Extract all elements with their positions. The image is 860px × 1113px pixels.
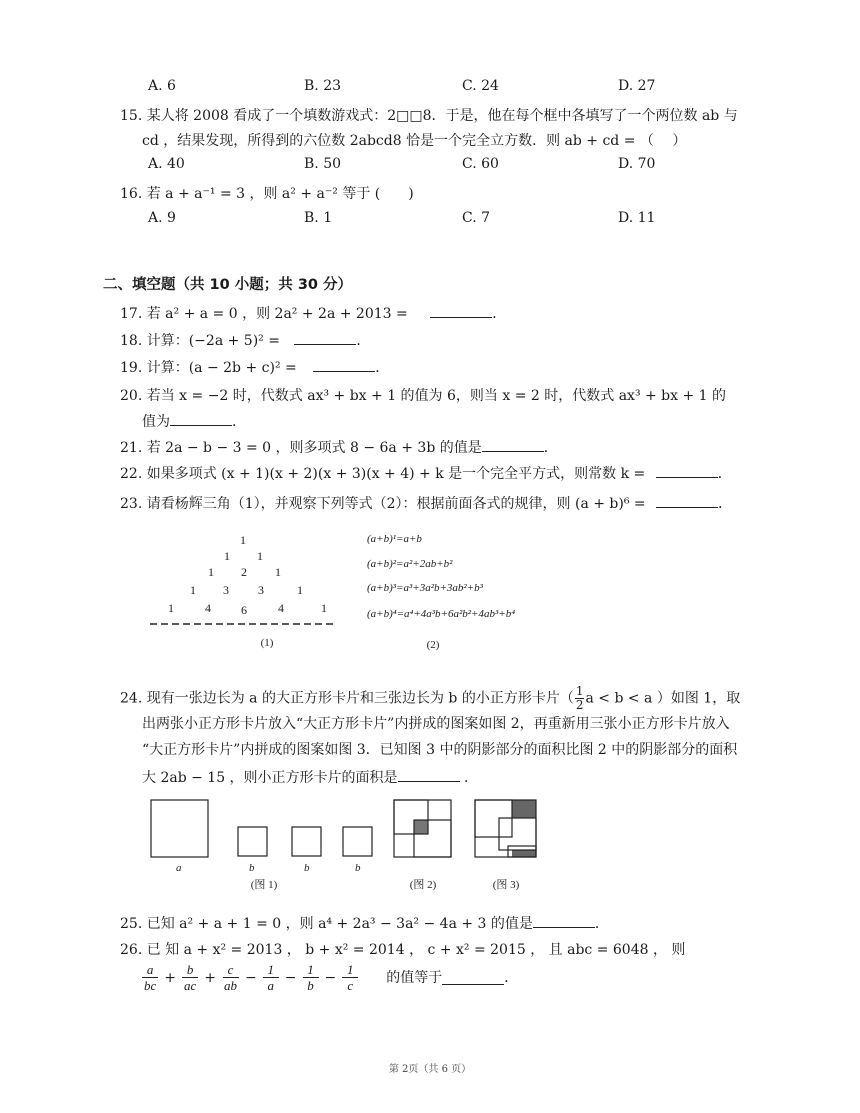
- pascal-r4-2: 6: [241, 603, 247, 617]
- q20-line1: 20. 若当 x = −2 时，代数式 ax³ + bx + 1 的值为 6，则当 x = 2 时，代数式 ax³ + bx + 1 的: [120, 388, 727, 404]
- equations-caption: (2): [426, 639, 440, 651]
- q26-numerator: 1: [342, 962, 358, 978]
- q26-numerator: a: [142, 962, 158, 978]
- q26-fraction: [263, 962, 279, 993]
- q25: 25. 已知 a² + a + 1 = 0 ，则 a⁴ + 2a³ − 3a² − 4a + 3 的值是 ．: [120, 913, 609, 934]
- small-square-card-3: [343, 827, 372, 856]
- q26-fraction: [342, 962, 358, 993]
- pascal-r3-0: 1: [190, 583, 196, 597]
- pascal-r4-1: 4: [205, 601, 211, 615]
- q15-line2: cd ，结果发现，所得到的六位数 2abcd8 恰是一个完全立方数．则 ab + cd = （ ）: [142, 133, 687, 149]
- binomial-eq-2: (a+b)²=a²+2ab+b²: [367, 558, 453, 570]
- q24-line2: 出两张小正方形卡片放入“大正方形卡片”内拼成的图案如图 2，再重新用三张小正方形卡片放入: [142, 716, 730, 732]
- pascal-r2-2: 1: [275, 565, 281, 579]
- q26-numerator: b: [182, 962, 198, 978]
- q15-option-d: D. 70: [618, 156, 656, 172]
- q15-line1: 15. 某人将 2008 看成了一个填数游戏式：2□□8．于是，他在每个框中各填写了一个两位数 ab 与: [120, 108, 738, 124]
- q17: 17. 若 a² + a = 0 ，则 2a² + 2a + 2013 = ．: [120, 303, 506, 324]
- pascal-r2-0: 1: [208, 565, 214, 579]
- q26-fraction-expression: [140, 962, 360, 993]
- pascal-r4-4: 1: [321, 601, 327, 615]
- small-square-card-1: [238, 827, 267, 856]
- q16-option-b: B. 1: [304, 210, 333, 226]
- q26-denominator: c: [347, 978, 354, 993]
- q26-numerator: 1: [303, 962, 319, 978]
- square-cards-figure: [140, 795, 560, 895]
- page-footer: 第 2页（共 6 页）: [388, 1064, 472, 1075]
- q26-fraction: [142, 962, 158, 993]
- q16-option-c: C. 7: [462, 210, 491, 226]
- q26-denominator: b: [307, 978, 314, 993]
- binomial-eq-4: (a+b)⁴=a⁴+4a³b+6a²b²+4ab³+b⁴: [367, 608, 516, 620]
- pascal-r3-3: 1: [297, 583, 303, 597]
- q20-line2: 值为 ．: [142, 411, 246, 432]
- q26-operator: −: [284, 969, 297, 986]
- q24-line1: 24. 现有一张边长为 a 的大正方形卡片和三张边长为 b 的小正方形卡片（ $\frac{1}{2}$ a < b < a ）如图 1，取: [120, 684, 741, 712]
- pascal-r1-1: 1: [257, 549, 263, 563]
- binomial-eq-3: (a+b)³=a³+3a²b+3ab²+b³: [367, 582, 483, 594]
- q24-line4: 大 2ab − 15 ，则小正方形卡片的面积是 ．: [142, 767, 478, 788]
- pascal-r2-1: 2: [241, 565, 247, 579]
- q24-line3: “大正方形卡片”内拼成的图案如图 3．已知图 3 中的阴影部分的面积比图 2 中的阴影部分的面积: [142, 742, 738, 758]
- q23: 23. 请看杨辉三角（1），并观察下列等式（2）：根据前面各式的规律，则 (a + b)⁶ = ．: [120, 493, 732, 514]
- q16-option-a: A. 9: [148, 210, 176, 226]
- label-b-2: b: [304, 862, 310, 874]
- q26-denominator: a: [267, 978, 275, 993]
- q15-option-a: A. 40: [148, 156, 185, 172]
- q26-operator: −: [324, 969, 337, 986]
- q15-option-c: C. 60: [462, 156, 499, 172]
- q26-line1: 26. 已 知 a + x² = 2013 ， b + x² = 2014 ， c + x² = 2015 ， 且 abc = 6048 ， 则: [120, 942, 686, 958]
- q26-line2: $\frac{a}{bc}$ + $\frac{b}{ac}$ + $\frac{c}{ab}$ − $\frac{1}{a}$ − $\frac{1}{b}$ − $\frac{1}{c}$ 的值等于 ．: [140, 962, 518, 993]
- pascal-r0-0: 1: [240, 533, 246, 547]
- fig3-shaded-bottom: [512, 850, 536, 857]
- q19: 19. 计算：(a − 2b + c)² = ．: [120, 357, 389, 378]
- q16-text: 16. 若 a + a⁻¹ = 3 ，则 a² + a⁻² 等于 ( ): [120, 186, 414, 202]
- pascal-caption: (1): [260, 637, 274, 649]
- q26-fraction: [182, 962, 198, 993]
- q26-numerator: 1: [263, 962, 279, 978]
- q24-fraction: $\frac{1}{2}$: [575, 684, 584, 712]
- q14-option-d: D. 27: [618, 78, 656, 94]
- label-b-3: b: [355, 862, 361, 874]
- fig2-pattern: [394, 800, 451, 857]
- q26-fraction: [303, 962, 319, 993]
- q14-option-a: A. 6: [148, 78, 176, 94]
- pascal-r4-0: 1: [168, 601, 174, 615]
- fig3-pattern: [475, 800, 536, 857]
- fig2-shaded: [414, 820, 428, 834]
- fig2-caption: (图 2): [409, 879, 437, 891]
- small-square-card-2: [292, 827, 321, 856]
- q14-option-b: B. 23: [304, 78, 342, 94]
- fig3-caption: (图 3): [492, 879, 520, 891]
- label-a: a: [176, 862, 182, 874]
- q26-operator: +: [164, 969, 177, 986]
- q15-option-b: B. 50: [304, 156, 342, 172]
- fig3-shaded-top: [512, 800, 536, 818]
- q26-denominator: ac: [184, 978, 197, 993]
- q26-denominator: ab: [224, 978, 238, 993]
- q26-operator: +: [204, 969, 217, 986]
- pascal-r3-2: 3: [258, 583, 264, 597]
- pascal-r4-3: 4: [278, 601, 284, 615]
- label-b-1: b: [249, 862, 255, 874]
- q26-denominator: bc: [144, 978, 157, 993]
- pascal-r1-0: 1: [224, 549, 230, 563]
- pascal-figure: [140, 528, 560, 658]
- q26-tail: 的值等于: [386, 969, 443, 986]
- q26-fraction: [222, 962, 239, 993]
- binomial-eq-1: (a+b)¹=a+b: [367, 533, 422, 545]
- big-square-card: [151, 800, 208, 857]
- q22: 22. 如果多项式 (x + 1)(x + 2)(x + 3)(x + 4) + k 是一个完全平方式，则常数 k = ．: [120, 463, 732, 484]
- q14-option-c: C. 24: [462, 78, 499, 94]
- q26-numerator: c: [223, 962, 239, 978]
- q18: 18. 计算：(−2a + 5)² = ．: [120, 330, 370, 351]
- q26-operator: −: [245, 969, 257, 986]
- pascal-r3-1: 3: [223, 583, 229, 597]
- fig1-caption: (图 1): [250, 879, 278, 891]
- q16-option-d: D. 11: [618, 210, 656, 226]
- q21: 21. 若 2a − b − 3 = 0 ，则多项式 8 − 6a + 3b 的值是 ．: [120, 437, 558, 458]
- section-title: 二、填空题（共 10 小题；共 30 分）: [103, 277, 353, 293]
